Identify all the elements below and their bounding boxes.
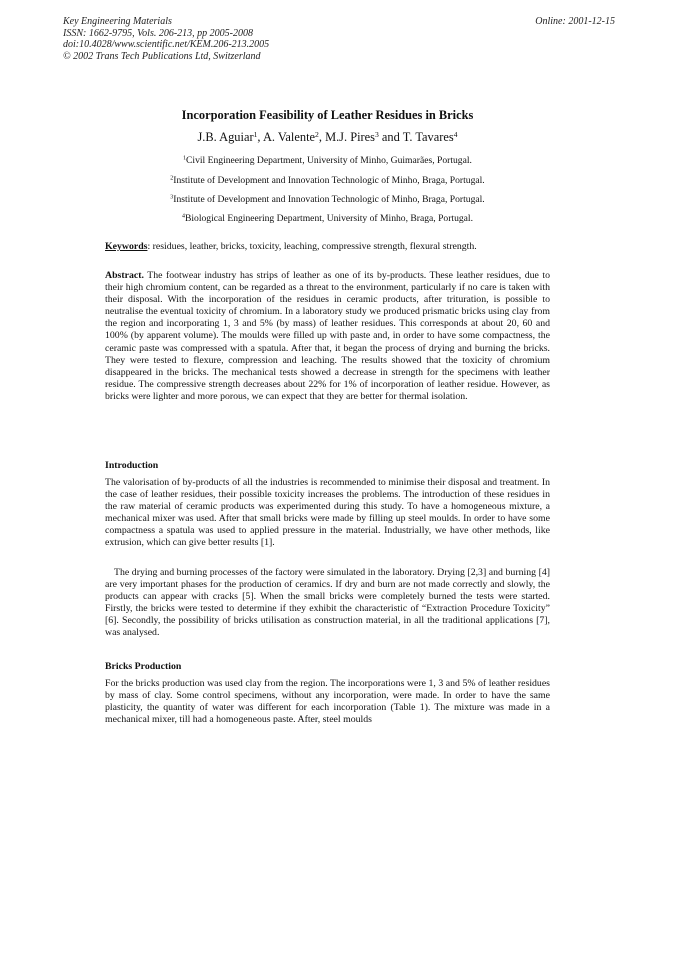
introduction-paragraph-2: The drying and burning processes of the factory were simulated in the laboratory. Drying [2,3] and burning [4] are very important phases for the production of ceramics. If dry and burn are not made correctly and slowly, the products can appear with cracks [5]. When the small bricks were completely burned the tests were started. Firstly, the bricks were tested to determine if they exhibit the characteristic of “Extraction Procedure Toxicity” [6]. Secondly, the possibility of bricks utilisation as construction material, in all the traditional applications [7], was analysed. (105, 567, 550, 639)
author-affiliation-mark: 4 (453, 129, 458, 139)
online-date: Online: 2001-12-15 (535, 16, 615, 27)
author-list: J.B. Aguiar$^1$, A. Valente$^2$, M.J. Pires$^3$ and T. Tavares$^4$ (197, 129, 458, 144)
author-affiliation-mark: 2 (315, 129, 319, 139)
keywords-label: Keywords (105, 241, 148, 252)
author-affiliation-mark: 1 (253, 129, 258, 139)
section-heading-introduction: Introduction (105, 460, 159, 471)
author-name: A. Valente (262, 130, 316, 144)
keywords-text: : residues, leather, bricks, toxicity, leaching, compressive strength, flexural strength. (147, 241, 477, 252)
affiliation: $^1$Civil Engineering Department, University of Minho, Guimarães, Portugal. (183, 155, 472, 166)
abstract-label: Abstract. (105, 270, 144, 281)
author-name: M.J. Pires (325, 130, 375, 144)
affiliation: $^4$Biological Engineering Department, University of Minho, Braga, Portugal. (182, 213, 473, 224)
author-name: T. Tavares (402, 130, 454, 144)
bricks-production-paragraph: For the bricks production was used clay from the region. The incorporations were 1, 3 and 5% of leather residues by mass of clay. Some control specimens, without any incorporation, were made. In order to have the same plasticity, the quantity of water was different for each incorporation (Table 1). The mixture was made in a mechanical mixer, till had a homogeneous paste. After, steel moulds (105, 678, 550, 726)
abstract (105, 270, 550, 403)
affiliation: $^2$Institute of Development and Innovation Technologic of Minho, Braga, Portugal. (170, 175, 485, 186)
introduction-paragraph-1: The valorisation of by-products of all the industries is recommended to minimise their disposal and treatment. In the case of leather residues, their possible toxicity increases the problems. The introduction of these residues in the raw material of ceramic products was experimented during this study. To have a homogeneous mixture, a mechanical mixer was used. After that small bricks were made by filling up steel moulds. In order to have some compactness a spatula was used to applied pressure in the material. Industrially, we have other methods, like extrusion, which can give better results [1]. (105, 477, 550, 549)
paper-title: Incorporation Feasibility of Leather Residues in Bricks (181, 108, 474, 122)
journal-header (63, 16, 615, 62)
affiliation: $^3$Institute of Development and Innovation Technologic of Minho, Braga, Portugal. (170, 194, 485, 205)
keywords (105, 241, 550, 252)
issn-line: ISSN: 1662-9795, Vols. 206-213, pp 2005-2008 (63, 27, 253, 39)
author-name: J.B. Aguiar (197, 130, 254, 144)
section-heading-bricks-production: Bricks Production (105, 661, 182, 672)
abstract-text: The footwear industry has strips of leather as one of its by-products. These leather residues, due to their high chromium content, can be regarded as a threat to the environment, particularly if no care is taken with their disposal. With the incorporation of the residues in ceramic products, after trituration, is possible to neutralise the eventual toxicity of chromium. In a laboratory study we produced prismatic bricks using clay from the region and incorporating 1, 3 and 5% (by mass) of leather residues. This corresponds at about 20, 60 and 100% (by apparent volume). The moulds were filled up with paste and, in order to have some compactness, the ceramic paste was compressed with a spatula. After that, it began the process of drying and burning the bricks. They were tested to flexure, compression and leaching. The results showed that the toxicity of chromium disappeared in the bricks. The mechanical tests showed a decrease in strength for the specimens with leather residue. The compressive strength decreases about 22% for 1% of incorporation of leather residue. However, as bricks were lighter and more porous, we can expect that they are better for thermal isolation. (105, 270, 550, 402)
doi-line: doi:10.4028/www.scientific.net/KEM.206-213.2005 (63, 39, 270, 50)
author-affiliation-mark: 3 (374, 129, 379, 139)
copyright-line: © 2002 Trans Tech Publications Ltd, Switzerland (63, 50, 261, 62)
journal-name: Key Engineering Materials (63, 16, 172, 27)
